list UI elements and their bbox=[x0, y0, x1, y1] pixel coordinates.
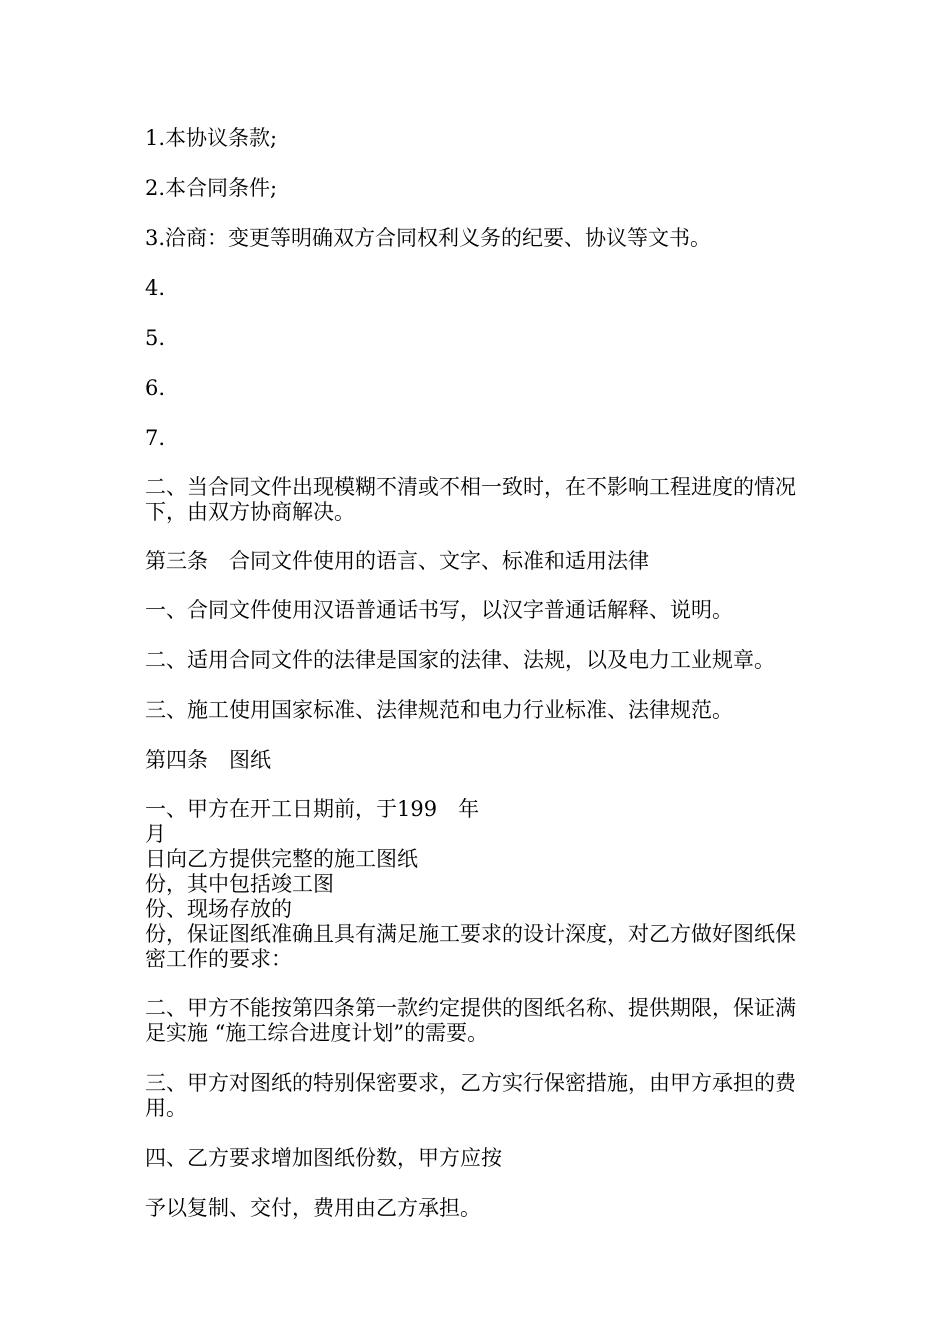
clause-item-6: 6. bbox=[145, 376, 166, 400]
clause-item-5: 5. bbox=[145, 326, 166, 350]
article-3-heading: 第三条 合同文件使用的语言、文字、标准和适用法律 bbox=[145, 549, 649, 573]
article-3-section-3: 三、施工使用国家标准、法律规范和电力行业标准、法律规范。 bbox=[145, 698, 733, 722]
article-4-section-1: 一、甲方在开工日期前，于199 年 月 日向乙方提供完整的施工图纸 份，其中包括竣工图 份、现场存放的 份，保证图纸准确且具有满足施工要求的设计深度，对乙方做好图纸保密工作的要求： bbox=[145, 797, 796, 971]
article-4-section-4-continued: 予以复制、交付，费用由乙方承担。 bbox=[145, 1196, 481, 1220]
clause-item-2: 2.本合同条件; bbox=[145, 176, 278, 200]
article-4-section-2: 二、甲方不能按第四条第一款约定提供的图纸名称、提供期限，保证满足实施 “施工综合进度计划”的需要。 bbox=[145, 996, 796, 1045]
clause-item-1: 1.本协议条款; bbox=[145, 126, 278, 150]
article-4-heading: 第四条 图纸 bbox=[145, 748, 271, 772]
article-3-section-2: 二、适用合同文件的法律是国家的法律、法规，以及电力工业规章。 bbox=[145, 648, 775, 672]
article-4-section-3: 三、甲方对图纸的特别保密要求，乙方实行保密措施，由甲方承担的费用。 bbox=[145, 1071, 796, 1120]
article-3-section-1: 一、合同文件使用汉语普通话书写，以汉字普通话解释、说明。 bbox=[145, 598, 733, 622]
clause-item-7: 7. bbox=[145, 426, 166, 450]
clause-item-4: 4. bbox=[145, 276, 166, 300]
clause-item-3: 3.洽商：变更等明确双方合同权利义务的纪要、协议等文书。 bbox=[145, 226, 712, 250]
article-2-section-2: 二、当合同文件出现模糊不清或不相一致时，在不影响工程进度的情况下，由双方协商解决。 bbox=[145, 475, 796, 524]
article-4-section-4: 四、乙方要求增加图纸份数，甲方应按 bbox=[145, 1146, 502, 1170]
